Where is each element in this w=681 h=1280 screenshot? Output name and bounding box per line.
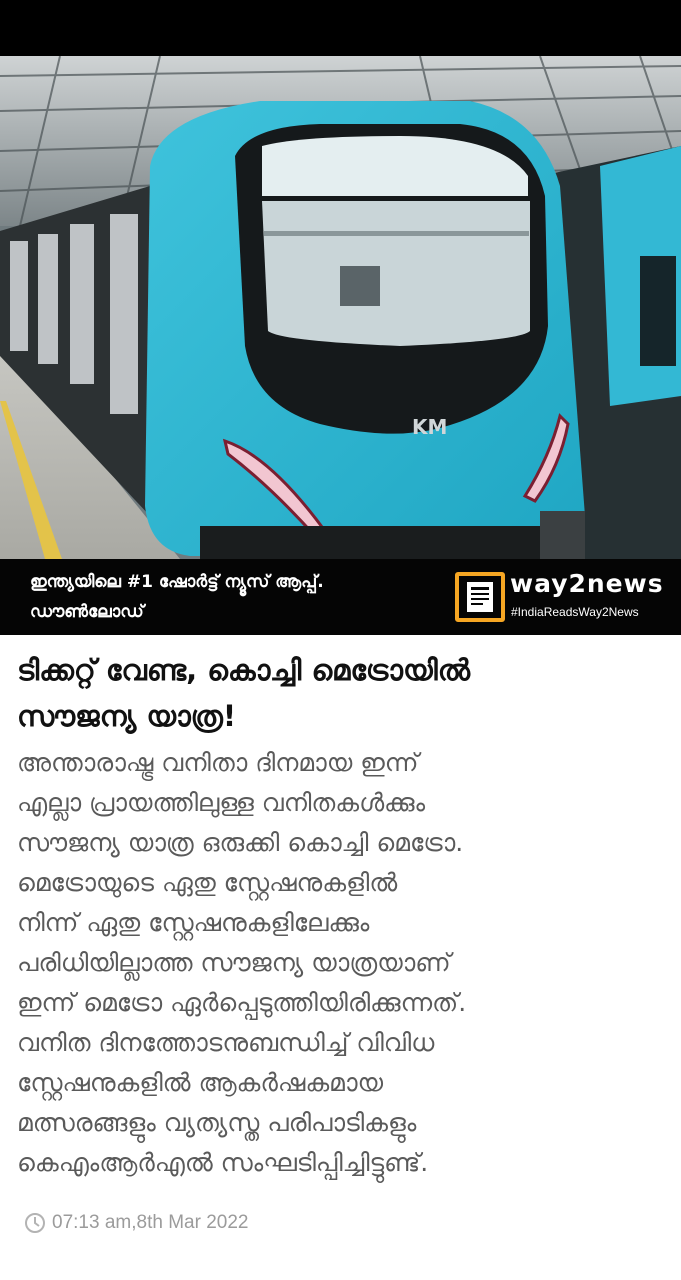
article-image[interactable]	[0, 56, 681, 559]
body-line: ഇന്ന് മെട്രോ ഏർപ്പെടുത്തിയിരിക്കുന്നത്.	[17, 988, 467, 1017]
body-line: മെട്രോയുടെ ഏതു സ്റ്റേഷനുകളിൽ	[17, 868, 398, 897]
body-line: പരിധിയില്ലാത്ത സൗജന്യ യാത്രയാണ്	[17, 948, 451, 977]
body-line: എല്ലാ പ്രായത്തിലുള്ള വനിതകൾക്കും	[17, 788, 426, 817]
headline-line: ടിക്കറ്റ് വേണ്ട, കൊച്ചി മെട്രോയിൽ	[17, 653, 471, 687]
clock-icon	[24, 1212, 46, 1234]
promo-tagline	[30, 567, 440, 627]
status-bar	[0, 0, 681, 56]
svg-text:KM: KM	[412, 415, 448, 439]
body-line: അന്താരാഷ്ട്ര വനിതാ ദിനമായ ഇന്ന്	[17, 748, 419, 777]
headline-line: സൗജന്യ യാത്ര!	[17, 699, 237, 733]
body-line: സൗജന്യ യാത്ര ഒരുക്കി കൊച്ചി മെട്രോ.	[17, 828, 464, 857]
brand-hashtag: #IndiaReadsWay2News	[511, 605, 639, 619]
metro-train-photo	[0, 56, 681, 559]
article-timestamp	[24, 1209, 248, 1237]
body-line: സ്റ്റേഷനുകളിൽ ആകർഷകമായ	[17, 1068, 384, 1097]
article-body	[17, 743, 667, 1183]
promo-banner[interactable]	[0, 559, 681, 635]
body-line: വനിത ദിനത്തോടനുബന്ധിച്ച് വിവിധ	[17, 1028, 435, 1057]
timestamp-text: 07:13 am,8th Mar 2022	[52, 1212, 249, 1233]
brand-name: way2news	[510, 569, 664, 598]
body-line: നിന്ന് ഏതു സ്റ്റേഷനുകളിലേക്കും	[17, 908, 370, 937]
body-line: കെഎംആർഎൽ സംഘടിപ്പിച്ചിട്ടുണ്ട്.	[17, 1148, 429, 1177]
body-line: മത്സരങ്ങളും വ്യത്യസ്ത പരിപാടികളും	[17, 1108, 417, 1137]
way2news-logo-icon	[455, 572, 505, 622]
article-headline	[17, 647, 667, 739]
promo-tagline-line1: ഇന്ത്യയിലെ #1 ഷോർട്ട് ന്യൂസ് ആപ്പ്.	[30, 572, 324, 592]
promo-tagline-line2: ഡൗൺലോഡ്	[30, 602, 144, 622]
